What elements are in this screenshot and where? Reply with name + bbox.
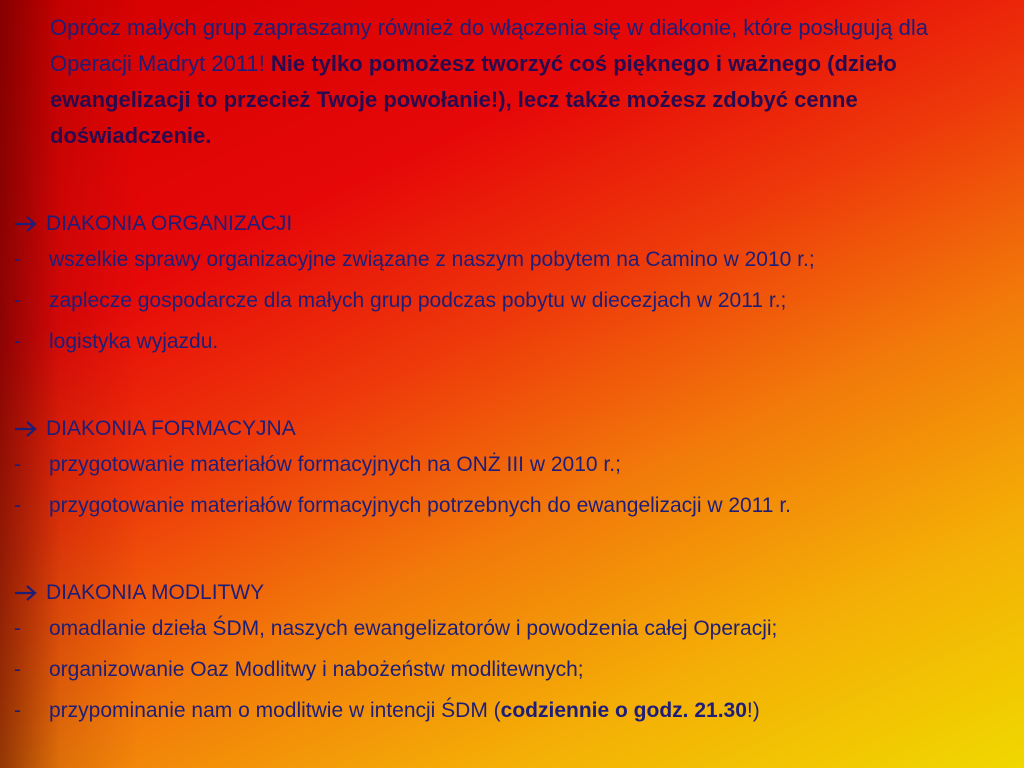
time-highlight: codziennie o godz. 21.30 bbox=[500, 698, 747, 722]
list-item bbox=[14, 650, 1014, 691]
item-text: wszelkie sprawy organizacyjne związane z naszym pobytem na Camino w 2010 r.; bbox=[49, 248, 815, 271]
list-item bbox=[14, 609, 1014, 650]
arrow-right-icon bbox=[14, 420, 38, 438]
item-text: omadlanie dzieła ŚDM, naszych ewangelizatorów i powodzenia całej Operacji; bbox=[49, 617, 778, 640]
bullet-dash: - bbox=[14, 493, 21, 517]
intro-text: Oprócz małych grup zapraszamy również do włączenia się w diakonie, które posługują dla Operacji Madryt 2011! bbox=[50, 15, 928, 76]
bullet-dash: - bbox=[14, 248, 21, 271]
intro-paragraph bbox=[50, 10, 1010, 154]
item-list bbox=[14, 609, 1014, 731]
list-item bbox=[14, 240, 1014, 281]
item-text: przypominanie nam o modlitwie w intencji ŚDM ( bbox=[49, 698, 501, 722]
list-item bbox=[14, 486, 1014, 527]
bullet-dash: - bbox=[14, 288, 21, 312]
item-text: przygotowanie materiałów formacyjnych potrzebnych do ewangelizacji w 2011 r. bbox=[49, 493, 791, 517]
item-text-end: !) bbox=[746, 698, 760, 722]
section-diakonia-organizacji bbox=[14, 208, 1014, 362]
list-item bbox=[14, 445, 1014, 486]
section-diakonia-modlitwy bbox=[14, 577, 1014, 731]
section-heading bbox=[14, 413, 1014, 445]
intro-bold-text: Nie tylko pomożesz tworzyć coś pięknego i ważnego (dzieło ewangelizacji to przecież Twoje powołanie!), lecz także możesz zdobyć cenne doświadczenie. bbox=[50, 51, 897, 148]
arrow-right-icon bbox=[14, 584, 38, 602]
list-item bbox=[14, 322, 1014, 363]
list-item bbox=[14, 281, 1014, 322]
arrow-right-icon bbox=[14, 215, 38, 233]
bullet-dash: - bbox=[14, 657, 21, 681]
bullet-dash: - bbox=[14, 329, 21, 353]
item-text: zaplecze gospodarcze dla małych grup podczas pobytu w diecezjach w 2011 r.; bbox=[49, 288, 787, 312]
item-text: logistyka wyjazdu. bbox=[49, 329, 219, 353]
bullet-dash: - bbox=[14, 698, 21, 722]
section-title: DIAKONIA ORGANIZACJI bbox=[46, 212, 293, 235]
section-title: DIAKONIA FORMACYJNA bbox=[46, 417, 296, 440]
section-title: DIAKONIA MODLITWY bbox=[46, 581, 265, 604]
list-item bbox=[14, 691, 1014, 732]
bullet-dash: - bbox=[14, 453, 21, 476]
bullet-dash: - bbox=[14, 617, 21, 640]
item-list bbox=[14, 240, 1014, 362]
section-heading bbox=[14, 208, 1014, 240]
item-list bbox=[14, 445, 1014, 527]
item-text: organizowanie Oaz Modlitwy i nabożeństw modlitewnych; bbox=[49, 657, 584, 681]
section-heading bbox=[14, 577, 1014, 609]
section-diakonia-formacyjna bbox=[14, 413, 1014, 527]
item-text: przygotowanie materiałów formacyjnych na ONŻ III w 2010 r.; bbox=[49, 453, 621, 476]
